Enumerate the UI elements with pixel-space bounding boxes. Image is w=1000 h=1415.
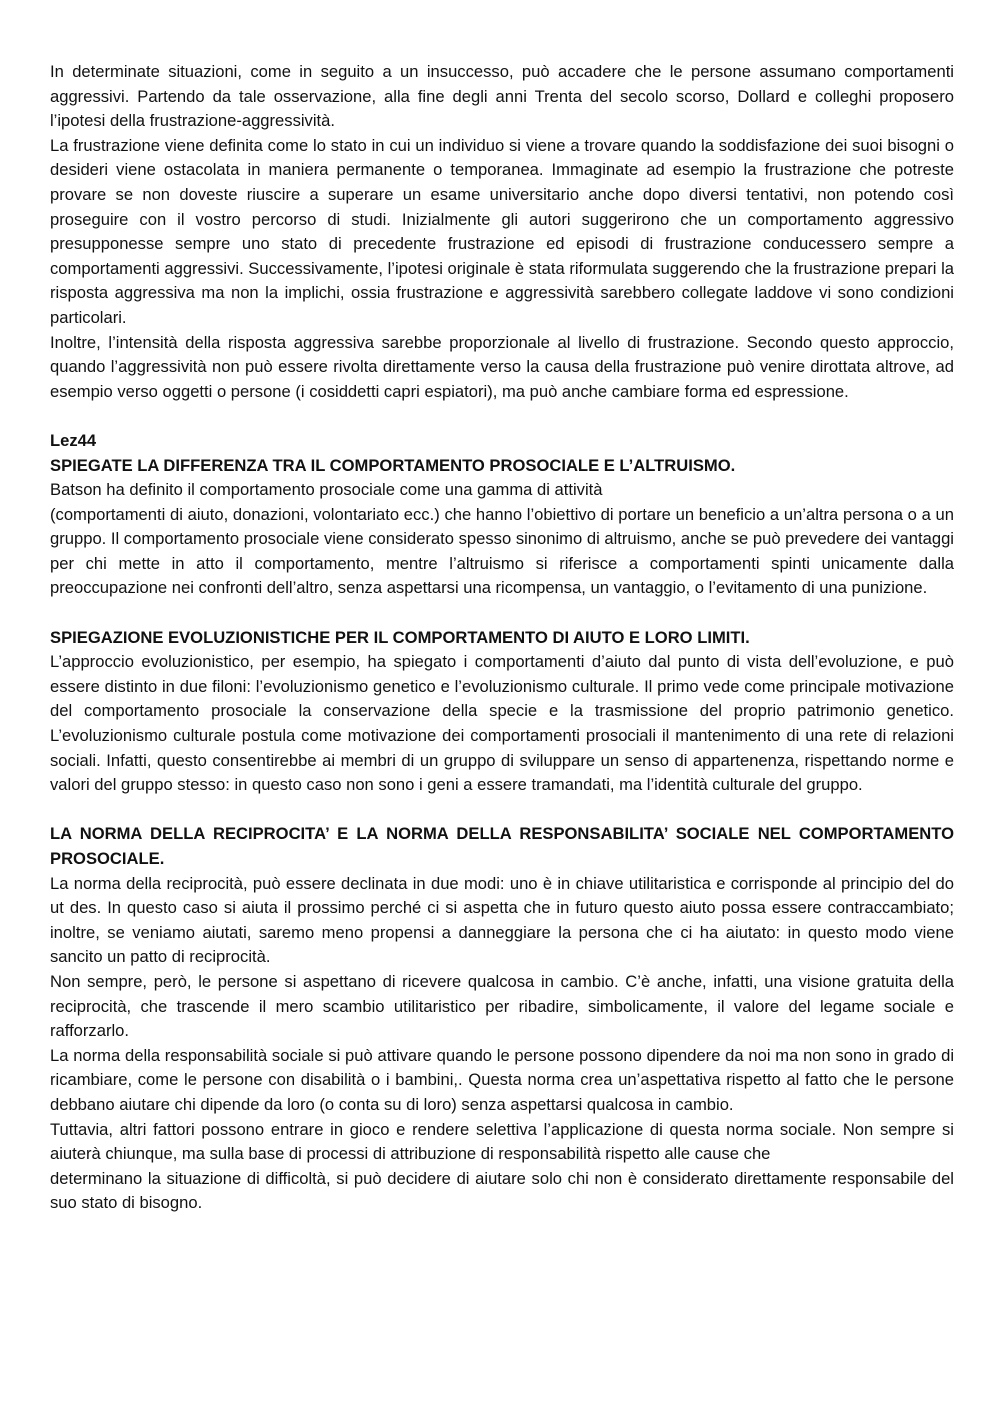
paragraph-frustration-definition: La frustrazione viene definita come lo stato in cui un individuo si viene a trovare quando la soddisfazione dei suoi bisogni o desideri viene ostacolata in maniera permanente o temporanea. Immaginate ad esempio la frustrazione che potreste provare se non doveste riuscire a superare un esame universitario anche dopo diversi tentativi, non potendo così proseguire con il vostro percorso di studi. Inizialmente gli autori suggerirono che un comportamento aggressivo presupponesse sempre uno stato di precedente frustrazione ed episodi di frustrazione conducessero sempre a comportamenti aggressivi. Successivamente, l’ipotesi originale è stata riformulata suggerendo che la frustrazione prepari la risposta aggressiva ma non la implichi, ossia frustrazione e aggressività sarebbero collegate laddove vi sono condizioni particolari. [50, 135, 954, 327]
heading-prosocial-vs-altruism: SPIEGATE LA DIFFERENZA TRA IL COMPORTAMENTO PROSOCIALE E L’ALTRUISMO. [50, 455, 736, 475]
paragraph-frustration-intro: In determinate situazioni, come in seguito a un insuccesso, può accadere che le persone assumano comportamenti aggressivi. Partendo da tale osservazione, alla fine degli anni Trenta del secolo scorso, Dollard e colleghi proposero l’ipotesi della frustrazione-aggressività. [50, 62, 954, 131]
paragraph-evolutionary-approach: L’approccio evoluzionistico, per esempio, ha spiegato i comportamenti d’aiuto dal punto di vista dell’evoluzione, e può essere distinto in due filoni: l’evoluzionismo genetico e l’evoluzionismo culturale. Il primo vede come principale motivazione del comportamento prosociale la conservazione della specie e la trasmissione del proprio patrimonio genetico. L’evoluzionismo culturale postula come motivazione dei comportamenti prosociali il mantenimento di una rete di relazioni sociali. Infatti, questo consentirebbe ai membri di un gruppo di sviluppare un senso di appartenenza, rispettando norme e valori del gruppo stesso: in questo caso non sono i geni a essere tramandati, ma l’identità culturale del gruppo. [50, 652, 954, 795]
paragraph-selective-application: Tuttavia, altri fattori possono entrare in gioco e rendere selettiva l’applicazione di questa norma sociale. Non sempre si aiuterà chiunque, ma sulla base di processi di attribuzione di responsabilità rispetto alle cause che [50, 1119, 954, 1164]
heading-evolutionary-explanations: SPIEGAZIONE EVOLUZIONISTICHE PER IL COMPORTAMENTO DI AIUTO E LORO LIMITI. [50, 627, 750, 647]
lesson-label: Lez44 [50, 430, 97, 450]
spacer [50, 798, 954, 823]
spacer [50, 404, 954, 429]
document-page [50, 60, 954, 1216]
heading-reciprocity-responsibility: LA NORMA DELLA RECIPROCITA’ E LA NORMA DELLA RESPONSABILITA’ SOCIALE NEL COMPORTAMENTO PROSOCIALE. [50, 824, 954, 868]
paragraph-batson-line: Batson ha definito il comportamento prosociale come una gamma di attività [50, 480, 603, 500]
paragraph-prosocial-definition: (comportamenti di aiuto, donazioni, volontariato ecc.) che hanno l’obiettivo di portare un beneficio a un’altra persona o a un gruppo. Il comportamento prosociale viene considerato spesso sinonimo di altruismo, anche se può prevedere dei vantaggi per chi mette in atto il comportamento, mentre l’altruismo si riferisce a comportamenti spinti unicamente dalla preoccupazione nei confronti dell’altro, senza aspettarsi una ricompensa, un vantaggio, o l’evitamento di una punizione. [50, 504, 954, 598]
paragraph-social-responsibility: La norma della responsabilità sociale si può attivare quando le persone possono dipendere da noi ma non sono in grado di ricambiare, come le persone con disabilità o i bambini,. Questa norma crea un’aspettativa rispetto al fatto che le persone debbano aiutare chi dipende da loro (o conta su di loro) senza aspettarsi qualcosa in cambio. [50, 1045, 954, 1114]
paragraph-frustration-intensity: Inoltre, l’intensità della risposta aggressiva sarebbe proporzionale al livello di frustrazione. Secondo questo approccio, quando l’aggressività non può essere rivolta direttamente verso la causa della frustrazione può venire dirottata altrove, ad esempio verso oggetti o persone (i cosiddetti capri espiatori), ma può anche cambiare forma ed espressione. [50, 332, 954, 401]
paragraph-responsibility-attribution: determinano la situazione di difficoltà, si può decidere di aiutare solo chi non è considerato direttamente responsabile del suo stato di bisogno. [50, 1168, 954, 1213]
paragraph-reciprocity-gratuitous: Non sempre, però, le persone si aspettano di ricevere qualcosa in cambio. C’è anche, infatti, una visione gratuita della reciprocità, che trascende il mero scambio utilitaristico per ribadire, simbolicamente, il valore del legame sociale e rafforzarlo. [50, 971, 954, 1041]
spacer [50, 601, 954, 626]
paragraph-reciprocity-utilitarian: La norma della reciprocità, può essere declinata in due modi: uno è in chiave utilitaristica e corrisponde al principio del do ut des. In questo caso si aiuta il prossimo perché ci si aspetta che in futuro questo aiuto possa essere contraccambiato; inoltre, se veniamo aiutati, saremo meno propensi a danneggiare la persona che ci ha aiutato: in questo modo viene sancito un patto di reciprocità. [50, 873, 954, 967]
